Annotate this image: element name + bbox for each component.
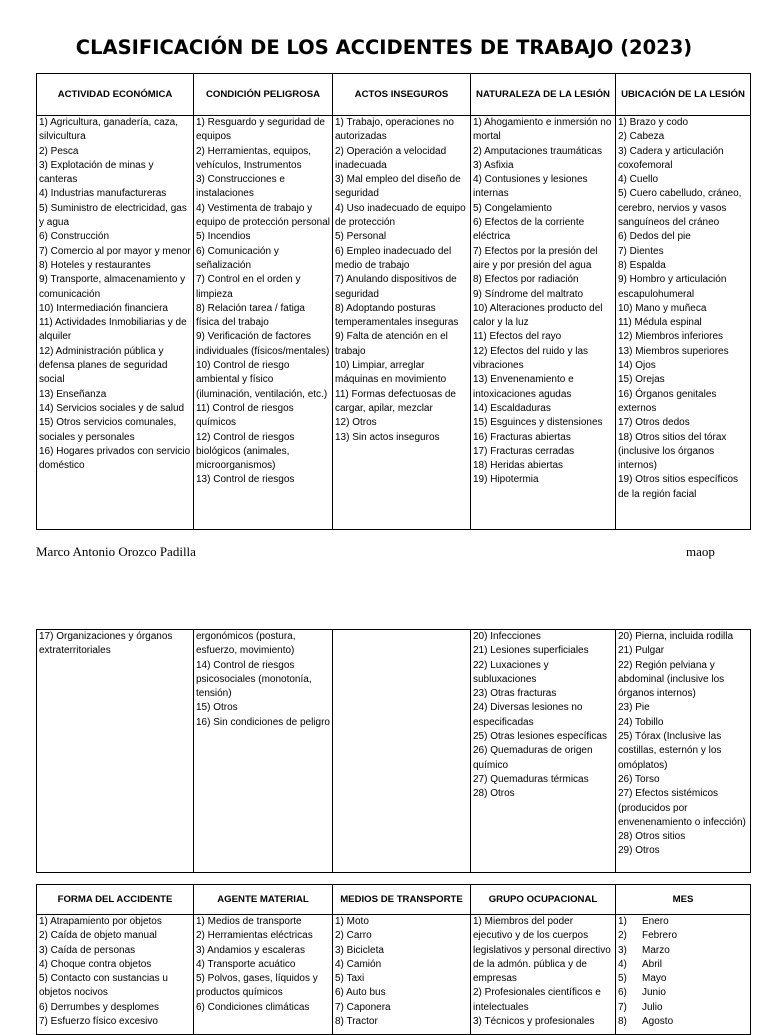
- list-item: 10) Control de riesgo ambiental y físico (iluminación, ventilación, etc.): [196, 360, 328, 400]
- list-item: 3) Cadera y articulación coxofemoral: [618, 145, 724, 171]
- list-item: 11) Médula espinal: [618, 317, 702, 329]
- list-item: 12) Control de riesgos biológicos (animales, microorganismos): [196, 431, 295, 472]
- list-item: 9) Síndrome del maltrato: [473, 288, 584, 300]
- list-item: 4) Industrias manufactureras: [39, 188, 167, 200]
- list-item: 1) Moto: [335, 916, 369, 927]
- month-number: 6): [618, 987, 627, 999]
- list-item: 15) Esguinces y distensiones: [473, 417, 603, 429]
- list-item: 29) Otros: [618, 845, 660, 857]
- list-item: 6) Auto bus: [335, 987, 386, 999]
- col-ubicacion-lesion-cont: [616, 630, 751, 873]
- month-number: 2): [618, 930, 627, 942]
- list-item: 7) Dientes: [618, 245, 664, 257]
- header-condicion-peligrosa: CONDICIÓN PELIGROSA: [194, 74, 333, 116]
- col-condicion-peligrosa-cont: [194, 630, 333, 873]
- list-item: 4) Uso inadecuado de equipo de protección: [335, 202, 466, 229]
- author-name: Marco Antonio Orozco Padilla: [36, 544, 196, 559]
- month-item: [618, 1001, 748, 1015]
- list-item: 28) Otros: [473, 788, 515, 800]
- list-item: 10) Mano y muñeca: [618, 302, 707, 314]
- list-item: 19) Otros sitios específicos de la región facial: [618, 474, 739, 500]
- list-item: 18) Otros sitios del tórax (inclusive los órganos internos): [618, 431, 727, 472]
- col-naturaleza-lesion: [471, 116, 616, 530]
- list-item: 1) Trabajo, operaciones no autorizadas: [335, 117, 454, 143]
- list-item: 9) Transporte, almacenamiento y comunicación: [39, 274, 186, 300]
- month-name: Enero: [642, 916, 669, 927]
- list-item: 5) Contacto con sustancias u objetos nocivos: [39, 973, 168, 999]
- header-actos-inseguros: ACTOS INSEGUROS: [333, 74, 471, 116]
- month-item: [618, 972, 748, 986]
- month-item: [618, 944, 748, 958]
- month-name: Marzo: [642, 944, 670, 956]
- list-item: 16) Hogares privados con servicio doméstico: [39, 445, 191, 472]
- list-item: 1) Brazo y codo: [618, 117, 689, 128]
- classification-table-continued: [36, 629, 751, 873]
- list-item: 16) Órganos genitales externos: [618, 388, 717, 414]
- list-item: 5) Personal: [335, 231, 387, 243]
- list-item: 22) Luxaciones y subluxaciones: [473, 659, 549, 685]
- list-item: 16) Sin condiciones de peligro: [196, 716, 330, 728]
- list-item: 7) Control en el orden y limpieza: [196, 274, 301, 300]
- list-item: 28) Otros sitios: [618, 831, 686, 843]
- header-grupo-ocupacional: GRUPO OCUPACIONAL: [471, 885, 616, 915]
- list-item: 3) Construcciones e instalaciones: [196, 174, 285, 200]
- list-item: 20) Pierna, incluida rodilla: [618, 631, 734, 642]
- list-item: 12) Miembros inferiores: [618, 331, 724, 343]
- list-item: 15) Otros servicios comunales, sociales y personales: [39, 417, 177, 443]
- classification-table-top: [36, 73, 751, 530]
- list-item: 26) Torso: [618, 773, 660, 785]
- list-item: 2) Cabeza: [618, 131, 665, 143]
- list-item: 1) Resguardo y seguridad de equipos: [196, 117, 325, 143]
- list-item: 13) Enseñanza: [39, 388, 107, 400]
- col-medios-transporte: [333, 915, 471, 1035]
- list-item: ergonómicos (postura, esfuerzo, movimiento): [196, 631, 296, 657]
- list-item: 2) Profesionales científicos e intelectuales: [473, 987, 601, 1013]
- list-item: 5) Polvos, gases, líquidos y productos químicos: [196, 973, 318, 999]
- header-ubicacion-lesion: UBICACIÓN DE LA LESIÓN: [616, 74, 751, 116]
- month-number: 7): [618, 1001, 627, 1013]
- month-item: [618, 1015, 748, 1029]
- month-number: 8): [618, 1016, 627, 1028]
- month-number: 1): [618, 916, 627, 927]
- month-item: [618, 929, 748, 943]
- col-agente-material: [194, 915, 333, 1035]
- list-item: 9) Falta de atención en el trabajo: [335, 331, 448, 357]
- list-item: 7) Anulando dispositivos de seguridad: [335, 274, 457, 300]
- list-item: 7) Efectos por la presión del aire y por presión del agua: [473, 245, 598, 271]
- list-item: 5) Suministro de electricidad, gas y agua: [39, 202, 187, 229]
- list-item: 3) Caída de personas: [39, 944, 136, 956]
- list-item: 21) Pulgar: [618, 645, 665, 657]
- col-ubicacion-lesion: [616, 116, 751, 530]
- month-number: 3): [618, 944, 627, 956]
- list-item: 1) Agricultura, ganadería, caza, silvicultura: [39, 117, 178, 143]
- list-item: 17) Organizaciones y órganos extraterritoriales: [39, 631, 173, 657]
- list-item: 14) Ojos: [618, 360, 656, 372]
- list-item: 14) Servicios sociales y de salud: [39, 402, 185, 414]
- header-mes: MES: [616, 885, 751, 915]
- list-item: 11) Actividades Inmobiliarias y de alquiler: [39, 317, 187, 343]
- list-item: 25) Tórax (Inclusive las costillas, esternón y los omóplatos): [618, 731, 722, 771]
- col-actos-inseguros-cont: [333, 630, 471, 873]
- month-name: Agosto: [642, 1016, 674, 1028]
- month-number: 5): [618, 973, 627, 985]
- list-item: 4) Camión: [335, 958, 382, 970]
- list-item: 6) Comunicación y señalización: [196, 245, 279, 271]
- list-item: 13) Sin actos inseguros: [335, 431, 440, 443]
- list-item: 9) Hombro y articulación escapulohumeral: [618, 274, 727, 300]
- month-name: Febrero: [642, 930, 678, 942]
- list-item: 13) Envenenamiento e intoxicaciones agudas: [473, 374, 574, 400]
- list-item: 23) Otras fracturas: [473, 688, 557, 700]
- list-item: 15) Otros: [196, 702, 238, 714]
- list-item: 26) Quemaduras de origen químico: [473, 745, 593, 771]
- list-item: 2) Caída de objeto manual: [39, 930, 157, 942]
- list-item: 2) Herramientas, equipos, vehículos, Instrumentos: [196, 145, 312, 171]
- list-item: 10) Intermediación financiera: [39, 302, 168, 314]
- list-item: 3) Bicicleta: [335, 944, 384, 956]
- list-item: 3) Asfixia: [473, 159, 514, 171]
- list-item: 6) Condiciones climáticas: [196, 1001, 310, 1013]
- list-item: 12) Efectos del ruido y las vibraciones: [473, 345, 589, 372]
- list-item: 3) Andamios y escaleras: [196, 944, 305, 956]
- col-actividad-economica-cont: [37, 630, 194, 873]
- list-item: 9) Verificación de factores individuales (físicos/mentales): [196, 331, 330, 357]
- list-item: 16) Fracturas abiertas: [473, 431, 571, 443]
- col-actos-inseguros: [333, 116, 471, 530]
- list-item: 17) Fracturas cerradas: [473, 445, 575, 457]
- list-item: 18) Heridas abiertas: [473, 460, 564, 472]
- header-forma-accidente: FORMA DEL ACCIDENTE: [37, 885, 194, 915]
- classification-table-bottom: [36, 884, 751, 1035]
- month-item: [618, 986, 748, 1000]
- author-initials: maop: [686, 544, 715, 559]
- list-item: 11) Formas defectuosas de cargar, apilar, mezclar: [335, 388, 456, 414]
- col-forma-accidente: [37, 915, 194, 1035]
- header-medios-transporte: MEDIOS DE TRANSPORTE: [333, 885, 471, 915]
- list-item: 12) Administración pública y defensa planes de seguridad social: [39, 345, 168, 386]
- list-item: 17) Otros dedos: [618, 417, 690, 429]
- col-actividad-economica: [37, 116, 194, 530]
- list-item: 5) Incendios: [196, 231, 251, 243]
- month-name: Abril: [642, 958, 663, 970]
- list-item: 8) Hoteles y restaurantes: [39, 259, 151, 271]
- list-item: 8) Tractor: [335, 1016, 378, 1028]
- list-item: 12) Otros: [335, 417, 377, 429]
- list-item: 11) Control de riesgos químicos: [196, 402, 294, 429]
- list-item: 1) Ahogamiento e inmersión no mortal: [473, 117, 612, 143]
- list-item: 5) Cuero cabelludo, cráneo, cerebro, nervios y vasos sanguíneos del cráneo: [618, 188, 742, 229]
- list-item: 2) Operación a velocidad inadecuada: [335, 145, 447, 171]
- list-item: 2) Carro: [335, 930, 372, 942]
- list-item: 14) Control de riesgos psicosociales (monotonía, tensión): [196, 659, 312, 700]
- list-item: 3) Técnicos y profesionales: [473, 1016, 595, 1028]
- list-item: 4) Choque contra objetos: [39, 958, 152, 970]
- list-item: 15) Orejas: [618, 374, 665, 386]
- list-item: 2) Amputaciones traumáticas: [473, 145, 602, 157]
- list-item: 10) Limpiar, arreglar máquinas en movimiento: [335, 360, 447, 386]
- list-item: 10) Alteraciones producto del calor y la luz: [473, 302, 603, 329]
- list-item: 6) Construcción: [39, 231, 110, 243]
- list-item: 27) Quemaduras térmicas: [473, 773, 589, 785]
- list-item: 27) Efectos sistémicos (producidos por envenenamiento o infección): [618, 788, 746, 828]
- header-actividad-economica: ACTIVIDAD ECONÓMICA: [37, 74, 194, 116]
- list-item: 25) Otras lesiones específicas: [473, 731, 607, 743]
- list-item: 21) Lesiones superficiales: [473, 645, 589, 657]
- list-item: 8) Efectos por radiación: [473, 274, 579, 286]
- month-item: [618, 915, 748, 929]
- month-name: Junio: [642, 987, 666, 999]
- list-item: 24) Tobillo: [618, 716, 664, 728]
- month-number: 4): [618, 958, 627, 970]
- list-item: 8) Adoptando posturas temperamentales inseguras: [335, 302, 459, 329]
- list-item: 11) Efectos del rayo: [473, 331, 562, 343]
- list-item: 1) Miembros del poder ejecutivo y de los cuerpos legislativos y personal directivo de la admón. pública y de empresas: [473, 916, 611, 985]
- col-mes: [616, 915, 751, 1035]
- list-item: 4) Cuello: [618, 174, 659, 186]
- list-item: 20) Infecciones: [473, 631, 541, 642]
- list-item: 14) Escaldaduras: [473, 402, 551, 414]
- list-item: 2) Pesca: [39, 145, 79, 157]
- list-item: 4) Transporte acuático: [196, 958, 296, 970]
- list-item: 7) Caponera: [335, 1001, 391, 1013]
- list-item: 6) Derrumbes y desplomes: [39, 1001, 160, 1013]
- list-item: 7) Esfuerzo físico excesivo: [39, 1016, 158, 1028]
- list-item: 4) Contusiones y lesiones internas: [473, 174, 588, 200]
- list-item: 3) Mal empleo del diseño de seguridad: [335, 174, 461, 200]
- list-item: 1) Atrapamiento por objetos: [39, 916, 162, 927]
- col-condicion-peligrosa: [194, 116, 333, 530]
- list-item: 24) Diversas lesiones no especificadas: [473, 702, 583, 728]
- list-item: 7) Comercio al por mayor y menor: [39, 245, 191, 257]
- list-item: 19) Hipotermia: [473, 474, 539, 486]
- list-item: 23) Pie: [618, 702, 650, 714]
- list-item: 8) Relación tarea / fatiga física del trabajo: [196, 302, 305, 329]
- page-title: CLASIFICACIÓN DE LOS ACCIDENTES DE TRABAJO (2023): [75, 36, 693, 59]
- list-item: 22) Región pelviana y abdominal (inclusive los órganos internos): [618, 659, 725, 700]
- list-item: 4) Vestimenta de trabajo y equipo de protección personal: [196, 202, 330, 229]
- list-item: 6) Efectos de la corriente eléctrica: [473, 217, 585, 243]
- list-item: 6) Dedos del pie: [618, 231, 691, 243]
- list-item: 13) Control de riesgos: [196, 474, 295, 486]
- col-grupo-ocupacional: [471, 915, 616, 1035]
- list-item: 8) Espalda: [618, 259, 666, 271]
- list-item: 13) Miembros superiores: [618, 345, 729, 357]
- month-name: Mayo: [642, 973, 667, 985]
- list-item: 3) Explotación de minas y canteras: [39, 159, 154, 186]
- month-item: [618, 958, 748, 972]
- col-naturaleza-lesion-cont: [471, 630, 616, 873]
- list-item: 6) Empleo inadecuado del medio de trabajo: [335, 245, 452, 271]
- month-name: Julio: [642, 1001, 663, 1013]
- header-naturaleza-lesion: NATURALEZA DE LA LESIÓN: [471, 74, 616, 116]
- header-agente-material: AGENTE MATERIAL: [194, 885, 333, 915]
- list-item: 1) Medios de transporte: [196, 916, 302, 927]
- list-item: 5) Taxi: [335, 973, 365, 985]
- list-item: 5) Congelamiento: [473, 202, 552, 214]
- list-item: 2) Herramientas eléctricas: [196, 930, 313, 942]
